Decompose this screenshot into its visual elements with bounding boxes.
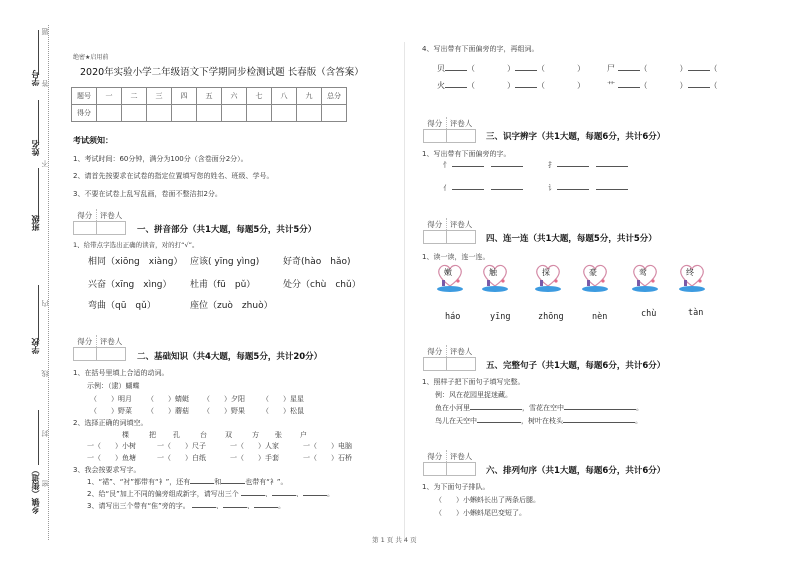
answer-blank[interactable]	[303, 495, 327, 496]
answer-blank[interactable]	[557, 189, 589, 190]
heart-character: 探	[542, 268, 550, 277]
radical: 亻	[443, 184, 450, 192]
score-input-cell[interactable]	[122, 105, 147, 122]
word-bank-item: 台	[200, 431, 207, 439]
fill-line	[38, 410, 39, 465]
grader-box	[423, 218, 476, 244]
section-1-title: 一、拼音部分（共1大题，每题5分，共计5分）	[137, 225, 317, 235]
seal-char: 密	[41, 480, 49, 487]
score-cell: 二	[122, 88, 147, 105]
heart-card[interactable]	[435, 262, 465, 294]
fill-line	[38, 168, 39, 218]
pinyin-choice[interactable]: 相同（xiōng xiàng）	[88, 257, 183, 267]
grader-score-cell[interactable]	[424, 463, 447, 476]
heart-character: 豪	[589, 268, 597, 277]
write-item: 3、请写出三个带有“隹”旁的字。 、 、 。	[87, 502, 285, 510]
sentence-line: 鱼在小河里 ，雪花在空中 。	[435, 404, 643, 412]
grader-score-label: 得分	[74, 335, 97, 348]
heart-character: 莺	[639, 268, 647, 277]
answer-blank[interactable]	[557, 166, 589, 167]
pinyin-choice[interactable]: 好奇(hào hǎo)	[283, 257, 351, 267]
radical: 忄	[443, 161, 450, 169]
answer-blank[interactable]	[192, 507, 216, 508]
word-bank-item: 张	[275, 431, 282, 439]
score-cell: 五	[197, 88, 222, 105]
section-6-title: 六、排列句序（共1大题，每题6分，共计6分）	[486, 466, 666, 476]
fill-item[interactable]: （ ）夕阳	[203, 395, 245, 403]
score-input-cell[interactable]	[297, 105, 322, 122]
heart-card[interactable]	[533, 262, 563, 294]
fill-item[interactable]: 一（ ）鱼塘	[87, 454, 136, 462]
answer-blank[interactable]	[491, 166, 523, 167]
score-input-cell[interactable]	[97, 105, 122, 122]
question-text: 2、选择正确的词填空。	[73, 419, 148, 427]
answer-blank[interactable]	[596, 166, 628, 167]
sentence-text: ，树叶在枝头	[521, 417, 563, 425]
answer-blank[interactable]	[445, 87, 467, 88]
score-cell: 一	[97, 88, 122, 105]
fill-item[interactable]: 一（ ）尺子	[157, 442, 206, 450]
pinyin-choice[interactable]: 弯曲（qū qǔ）	[88, 301, 156, 311]
question-text: 1、为下面句子排队。	[422, 483, 490, 491]
seal-char: 内	[41, 300, 49, 307]
score-cell: 七	[247, 88, 272, 105]
grader-reviewer-label: 评卷人	[447, 218, 476, 231]
write-text: 也带有“衤”。	[245, 478, 288, 486]
grader-score-cell[interactable]	[424, 130, 447, 143]
seal-char: 封	[41, 430, 49, 437]
radical: 火	[437, 81, 445, 90]
fill-line	[38, 100, 39, 145]
answer-blank[interactable]	[596, 189, 628, 190]
fill-item[interactable]: （ ）星星	[262, 395, 304, 403]
radical-row	[443, 183, 523, 193]
score-cell: 四	[172, 88, 197, 105]
score-input-cell[interactable]	[272, 105, 297, 122]
score-cell: 总分	[322, 88, 347, 105]
fill-item[interactable]: 一（ ）人家	[230, 442, 279, 450]
grader-box	[73, 209, 126, 235]
answer-blank[interactable]	[564, 409, 636, 410]
fill-item[interactable]: 一（ ）石桥	[303, 454, 352, 462]
fill-item[interactable]: （ ）野菜	[90, 407, 132, 415]
radical-row: 尸 （ ） （	[607, 64, 718, 73]
heart-character: 触	[489, 268, 497, 277]
question-text: 1、给带点字选出正确的读音，对的打“√”。	[73, 241, 199, 249]
fill-item[interactable]: （ ）蜻蜓	[147, 395, 189, 403]
school-label: 学校	[31, 338, 40, 354]
write-text: 和	[214, 478, 222, 486]
fill-line	[38, 285, 39, 340]
answer-blank[interactable]	[445, 70, 467, 71]
word-bank-item: 棵	[122, 431, 129, 439]
example-text: 示例：（逮）蝴蝶	[87, 382, 140, 390]
write-text: 3、请写出三个带有“隹”旁的字。	[87, 502, 190, 510]
heart-character: 嫩	[444, 268, 452, 277]
sentence-text: 鱼在小河里	[435, 404, 470, 412]
score-table	[71, 87, 347, 122]
grader-box	[423, 450, 476, 476]
grader-reviewer-cell[interactable]	[97, 222, 126, 235]
page-number: 第 1 页 共 4 页	[372, 536, 417, 544]
answer-blank[interactable]	[254, 507, 278, 508]
radical: 尸	[607, 64, 615, 73]
answer-blank[interactable]	[618, 70, 640, 71]
fill-item[interactable]: 一（ ）白纸	[157, 454, 206, 462]
confidential-label: 绝密★启用前	[73, 54, 109, 61]
pinyin-option[interactable]: yīng	[490, 312, 511, 322]
word-bank-item: 把	[149, 431, 156, 439]
grader-score-cell[interactable]	[74, 222, 97, 235]
score-input-cell[interactable]	[322, 105, 347, 122]
answer-blank[interactable]	[515, 70, 537, 71]
heart-card[interactable]	[630, 262, 660, 294]
grader-reviewer-label: 评卷人	[447, 450, 476, 463]
grader-box	[423, 345, 476, 371]
pinyin-choice[interactable]: 处分（chù chǔ）	[283, 280, 361, 290]
grader-score-cell[interactable]	[424, 358, 447, 371]
answer-blank[interactable]	[688, 87, 710, 88]
grader-box	[423, 117, 476, 143]
pinyin-choice[interactable]: 杜甫（fū pǔ）	[190, 280, 256, 290]
answer-blank[interactable]	[491, 189, 523, 190]
name-label: 姓名	[31, 140, 40, 156]
answer-blank[interactable]	[515, 87, 537, 88]
write-text: 1、“裙”、“衬”都带有“衤”，还有	[87, 478, 191, 486]
answer-blank[interactable]	[190, 483, 214, 484]
radical-row: 艹 （ ） （	[607, 81, 718, 90]
notice-heading: 考试须知：	[73, 136, 113, 145]
score-table-header-row	[72, 88, 347, 105]
grader-score-label: 得分	[74, 209, 97, 222]
grader-reviewer-cell[interactable]	[447, 231, 476, 244]
grader-score-cell[interactable]	[74, 348, 97, 361]
pinyin-option[interactable]: chù	[641, 309, 657, 319]
fill-item[interactable]: （ ）野果	[203, 407, 245, 415]
word-bank-item: 双	[225, 431, 232, 439]
word-bank-item: 方	[252, 431, 259, 439]
word-bank-item: 孔	[173, 431, 180, 439]
fill-item[interactable]: （ ）蘑菇	[147, 407, 189, 415]
word-bank-item: 户	[300, 431, 307, 439]
score-row-label: 得分	[72, 105, 97, 122]
fill-line	[38, 30, 39, 75]
heart-card[interactable]	[580, 262, 610, 294]
radical: 艹	[607, 81, 615, 90]
write-text: 2、给“艮”加上不同的偏旁组成新字，请写出三个	[87, 490, 239, 498]
answer-blank[interactable]	[470, 409, 522, 410]
example-text: 例：风在花园里捉迷藏。	[435, 391, 512, 399]
pinyin-choice[interactable]: 应该( yīng yìng)	[190, 257, 260, 267]
column-divider	[404, 42, 405, 542]
notice-item: 1、考试时间：60分钟，满分为100分（含卷面分2分）。	[73, 155, 248, 163]
fill-item[interactable]: （ ）松鼠	[262, 407, 304, 415]
grader-reviewer-label: 评卷人	[447, 117, 476, 130]
score-input-cell[interactable]	[172, 105, 197, 122]
question-text: 1、写出带有下面偏旁的字。	[422, 150, 511, 158]
grader-reviewer-label: 评卷人	[447, 345, 476, 358]
answer-blank[interactable]	[618, 87, 640, 88]
radical: 贝	[437, 64, 445, 73]
answer-blank[interactable]	[563, 422, 635, 423]
heart-card[interactable]	[677, 262, 707, 294]
score-cell: 三	[147, 88, 172, 105]
grader-score-label: 得分	[424, 345, 447, 358]
pinyin-option[interactable]: nèn	[592, 312, 608, 322]
seal-char: 不	[41, 160, 49, 167]
radical-row	[443, 160, 523, 170]
score-cell: 六	[222, 88, 247, 105]
seal-char: 线	[41, 370, 49, 377]
score-input-cell[interactable]	[197, 105, 222, 122]
pinyin-choice[interactable]: 座位（zuò zhuò）	[190, 301, 273, 311]
answer-blank[interactable]	[221, 483, 245, 484]
radical: 扌	[548, 161, 555, 169]
fill-item[interactable]: 一（ ）手套	[230, 454, 279, 462]
section-5-title: 五、完整句子（共1大题，每题6分，共计6分）	[486, 361, 666, 371]
seal-dotted-line	[48, 25, 49, 540]
score-cell: 八	[272, 88, 297, 105]
grader-reviewer-cell[interactable]	[447, 358, 476, 371]
order-item[interactable]: （ ）小蝌蚪尾巴变短了。	[435, 509, 526, 517]
grader-reviewer-cell[interactable]	[97, 348, 126, 361]
radical-row	[548, 183, 628, 193]
heart-card[interactable]	[480, 262, 510, 294]
grader-reviewer-cell[interactable]	[447, 130, 476, 143]
radical-row: 贝 （ ） （ ）	[437, 64, 585, 73]
grader-score-cell[interactable]	[424, 231, 447, 244]
score-cell: 九	[297, 88, 322, 105]
exam-title: 2020年实验小学二年级语文下学期同步检测试题 长春版（含答案）	[80, 67, 364, 78]
grader-score-label: 得分	[424, 218, 447, 231]
class-label: 班级	[31, 215, 40, 231]
question-text: 1、读一读，连一连。	[422, 253, 490, 261]
score-table-score-row	[72, 105, 347, 122]
seal-char: 题	[41, 28, 49, 35]
question-text: 3、我会按要求写字。	[73, 466, 141, 474]
answer-blank[interactable]	[688, 70, 710, 71]
heart-character: 终	[686, 268, 694, 277]
fill-item[interactable]: 一（ ）电脑	[303, 442, 352, 450]
notice-item: 2、请首先按要求在试卷的指定位置填写您的姓名、班级、学号。	[73, 172, 274, 180]
score-input-cell[interactable]	[147, 105, 172, 122]
order-item[interactable]: （ ）小蝌蚪长出了两条后腿。	[435, 496, 540, 504]
grader-box	[73, 335, 126, 361]
sentence-text: 鸟儿在天空中	[435, 417, 477, 425]
score-input-cell[interactable]	[222, 105, 247, 122]
answer-blank[interactable]	[241, 495, 265, 496]
write-item	[87, 477, 287, 487]
question-text: 4、写出带有下面偏旁的字，再组词。	[422, 45, 539, 53]
seal-char: 答	[41, 80, 49, 87]
sentence-line: 鸟儿在天空中 ，树叶在枝头 。	[435, 417, 642, 425]
student-id-label: 学号	[31, 70, 40, 86]
pinyin-choice[interactable]: 兴奋（xīng xìng）	[88, 280, 172, 290]
question-text: 1、照样子把下面句子填写完整。	[422, 378, 525, 386]
score-cell: 题号	[72, 88, 97, 105]
radical-row	[548, 160, 628, 170]
pinyin-option[interactable]: háo	[445, 312, 461, 322]
question-text: 1、在括号里填上合适的动词。	[73, 369, 169, 377]
radical-row: 火 （ ） （ ）	[437, 81, 585, 90]
grader-reviewer-label: 评卷人	[97, 209, 126, 222]
answer-blank[interactable]	[223, 507, 247, 508]
grader-reviewer-cell[interactable]	[447, 463, 476, 476]
grader-score-label: 得分	[424, 117, 447, 130]
answer-blank[interactable]	[452, 166, 484, 167]
write-item: 2、给“艮”加上不同的偏旁组成新字，请写出三个 、 、 。	[87, 490, 334, 498]
fill-item[interactable]: 一（ ）小树	[87, 442, 136, 450]
pinyin-option[interactable]: zhōng	[538, 312, 564, 322]
score-input-cell[interactable]	[247, 105, 272, 122]
grader-reviewer-label: 评卷人	[97, 335, 126, 348]
township-label: 乡镇（街道）	[31, 466, 40, 514]
answer-blank[interactable]	[477, 422, 521, 423]
grader-score-label: 得分	[424, 450, 447, 463]
sentence-text: ，雪花在空中	[522, 404, 564, 412]
section-4-title: 四、连一连（共1大题，每题5分，共计5分）	[486, 234, 657, 244]
section-2-title: 二、基础知识（共4大题，每题5分，共计20分）	[137, 352, 323, 362]
radical: 讠	[548, 184, 555, 192]
section-3-title: 三、识字辨字（共1大题，每题6分，共计6分）	[486, 132, 666, 142]
pinyin-option[interactable]: tàn	[688, 308, 704, 318]
fill-item[interactable]: （ ）明月	[90, 395, 132, 403]
answer-blank[interactable]	[452, 189, 484, 190]
answer-blank[interactable]	[272, 495, 296, 496]
notice-item: 3、不要在试卷上乱写乱画，卷面不整洁扣2分。	[73, 190, 222, 198]
